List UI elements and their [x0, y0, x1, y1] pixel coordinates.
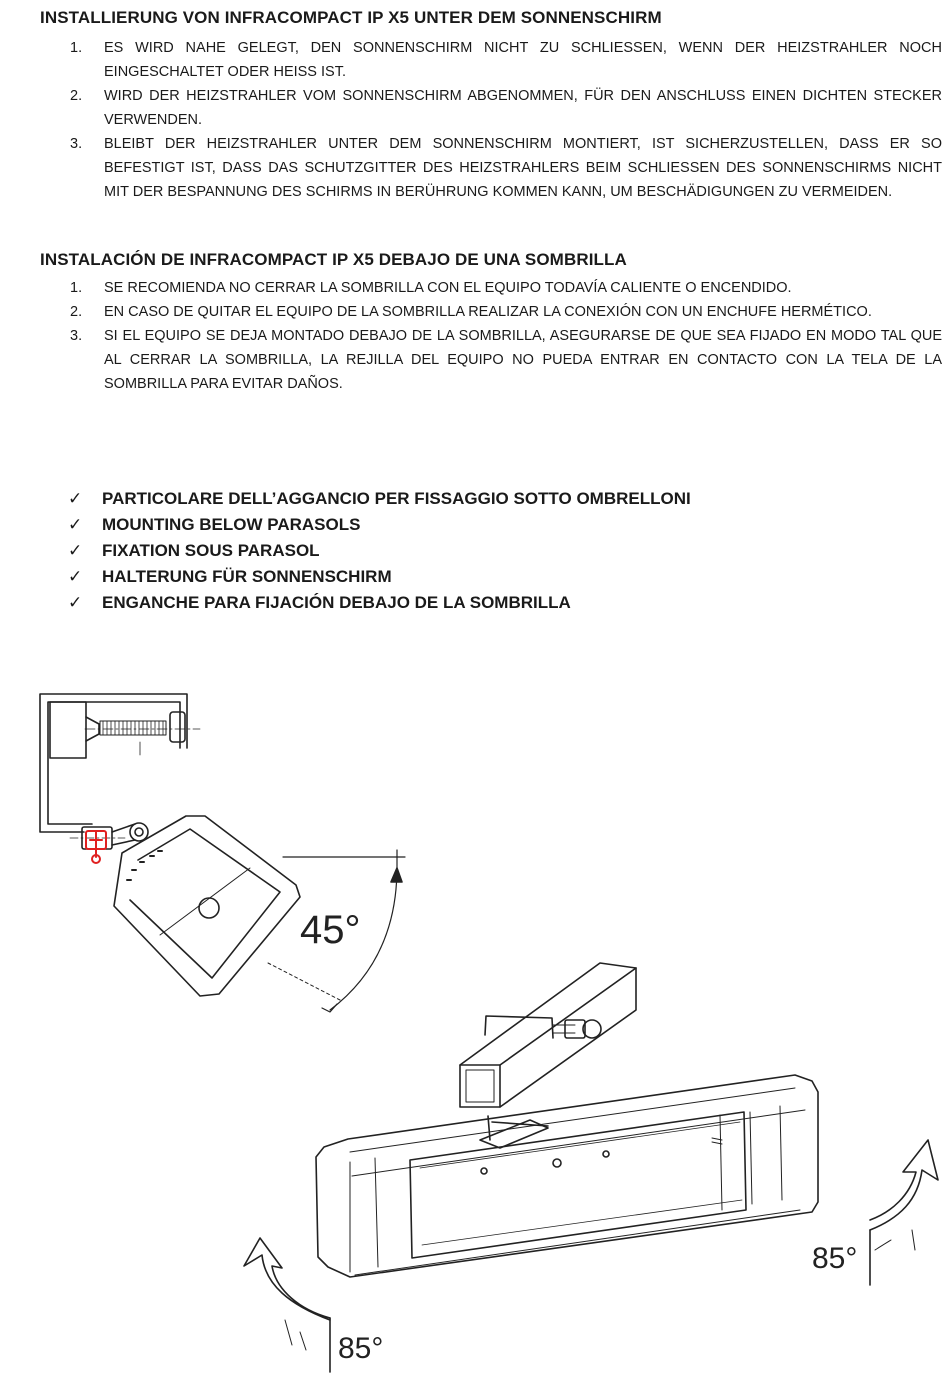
german-item-2: [40, 84, 942, 132]
front-view-clamp: [460, 963, 636, 1148]
checklist-label: PARTICOLARE DELL’AGGANCIO PER FISSAGGIO SOTTO OMBRELLONI: [102, 489, 691, 508]
spanish-item-3: [40, 324, 942, 396]
item-number: 1.: [70, 280, 83, 296]
item-number: 2.: [70, 88, 83, 104]
checklist-label: MOUNTING BELOW PARASOLS: [102, 515, 361, 534]
german-item-3: [40, 132, 942, 204]
item-text: SI EL EQUIPO SE DEJA MONTADO DEBAJO DE LA SOMBRILLA, ASEGURARSE DE QUE SEA FIJADO EN MODO TAL QUE AL CERRAR LA SOMBRILLA, LA REJILLA DEL EQUIPO NO PUEDA ENTRAR EN CONTACTO CON LA TELA DE LA SOMBRILLA PARA EVITAR DAÑOS.: [104, 328, 942, 392]
mounting-diagram: [0, 637, 950, 1387]
check-icon: ✓: [68, 489, 83, 508]
spanish-item-1: [40, 276, 942, 300]
german-section: [40, 8, 942, 204]
checklist-item: [68, 512, 691, 538]
checklist-label: ENGANCHE PARA FIJACIÓN DEBAJO DE LA SOMBRILLA: [102, 593, 571, 612]
mounting-checklist: [68, 486, 691, 616]
item-number: 1.: [70, 40, 83, 56]
check-icon: ✓: [68, 567, 83, 586]
item-text: BLEIBT DER HEIZSTRAHLER UNTER DEM SONNENSCHIRM MONTIERT, IST SICHERZUSTELLEN, DASS ER SO BEFESTIGT IST, DASS DAS SCHUTZGITTER DES HEIZSTRAHLERS BEIM SCHLIESSEN DES SONNENSCHIRMS NICHT MIT DER BESPANNUNG DES SCHIRMS IN BERÜHRUNG KOMMEN KANN, UM BESCHÄDIGUNGEN ZU VERMEIDEN.: [104, 136, 942, 200]
rotation-arrow-left: [244, 1238, 330, 1372]
check-icon: ✓: [68, 515, 83, 534]
fixing-screw-highlight: [86, 831, 106, 863]
checklist-item: [68, 538, 691, 564]
checklist-item: [68, 590, 691, 616]
check-icon: ✓: [68, 541, 83, 560]
german-instructions: [40, 36, 942, 204]
spanish-item-2: [40, 300, 942, 324]
checklist-item: [68, 486, 691, 512]
side-view-heater: [114, 816, 300, 996]
spanish-instructions: [40, 276, 942, 396]
front-view-heater: [314, 1075, 818, 1387]
item-text: ES WIRD NAHE GELEGT, DEN SONNENSCHIRM NICHT ZU SCHLIESSEN, WENN DER HEIZSTRAHLER NOCH EINGESCHALTET ODER HEISS IST.: [104, 40, 942, 80]
checklist-label: HALTERUNG FÜR SONNENSCHIRM: [102, 567, 392, 586]
german-heading: INSTALLIERUNG VON INFRACOMPACT IP X5 UNTER DEM SONNENSCHIRM: [40, 8, 662, 27]
item-number: 2.: [70, 304, 83, 320]
item-number: 3.: [70, 328, 83, 344]
checklist-item: [68, 564, 691, 590]
spanish-section: [40, 250, 942, 396]
item-text: EN CASO DE QUITAR EL EQUIPO DE LA SOMBRILLA REALIZAR LA CONEXIÓN CON UN ENCHUFE HERMÉTICO.: [104, 304, 872, 320]
rotation-right-label: 85°: [812, 1242, 858, 1275]
spanish-heading: INSTALACIÓN DE INFRACOMPACT IP X5 DEBAJO DE UNA SOMBRILLA: [40, 250, 627, 269]
check-icon: ✓: [68, 593, 83, 612]
item-number: 3.: [70, 136, 83, 152]
item-text: SE RECOMIENDA NO CERRAR LA SOMBRILLA CON EL EQUIPO TODAVÍA CALIENTE O ENCENDIDO.: [104, 280, 792, 296]
tilt-angle-label: 45°: [300, 908, 361, 952]
german-item-1: [40, 36, 942, 84]
side-view-bracket: [40, 694, 200, 849]
item-text: WIRD DER HEIZSTRAHLER VOM SONNENSCHIRM ABGENOMMEN, FÜR DEN ANSCHLUSS EINEN DICHTEN STECKER VERWENDEN.: [104, 88, 942, 128]
rotation-arrow-right: [870, 1140, 938, 1285]
checklist-label: FIXATION SOUS PARASOL: [102, 541, 320, 560]
rotation-left-label: 85°: [338, 1332, 384, 1365]
